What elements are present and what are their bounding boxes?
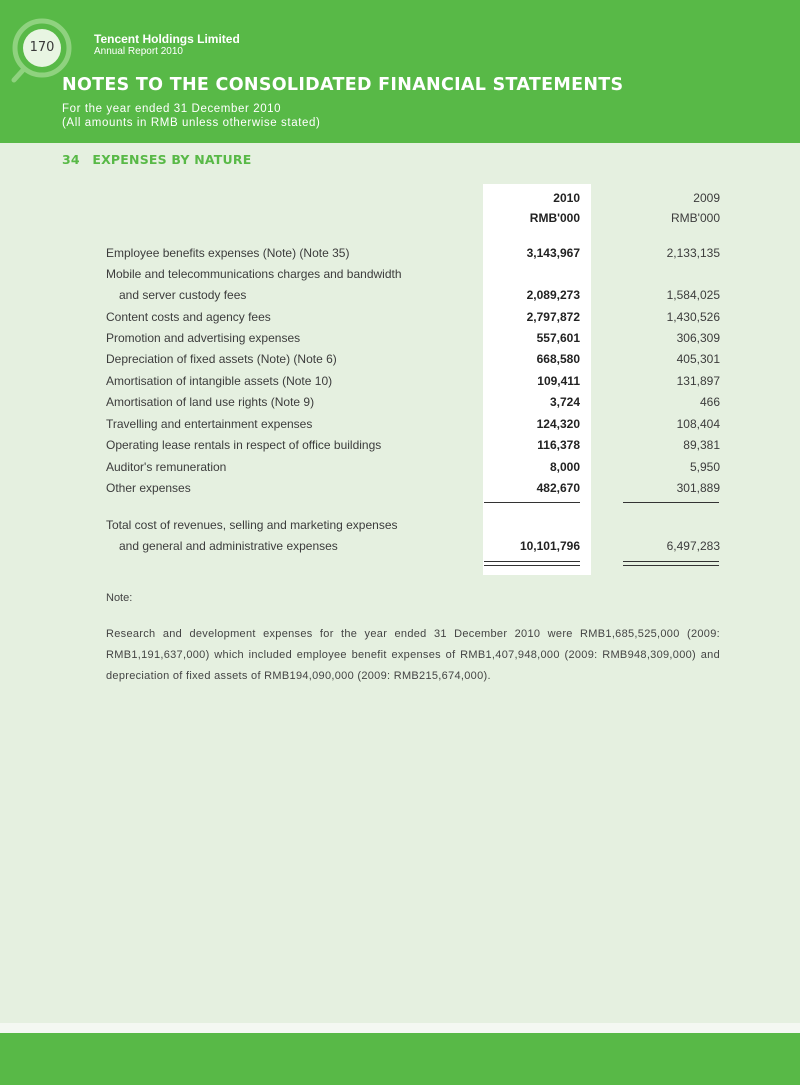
footer-band	[0, 1033, 800, 1085]
row-label: Depreciation of fixed assets (Note) (Note 6)	[106, 352, 337, 366]
unit-2010-header: RMB'000	[529, 211, 580, 225]
row-label: Amortisation of intangible assets (Note 10)	[106, 374, 333, 388]
note-title: Note:	[106, 592, 133, 604]
value-2009: 2,133,135	[666, 246, 720, 260]
row-label: Amortisation of land use rights (Note 9)	[106, 395, 315, 409]
total-row-line1	[106, 518, 720, 536]
table-row	[106, 395, 720, 413]
value-2010: 3,724	[549, 395, 580, 409]
total-value-2010: 10,101,796	[519, 539, 580, 553]
table-row	[106, 460, 720, 478]
subtotal-rule-2010	[484, 502, 580, 503]
value-2010: 668,580	[536, 352, 580, 366]
footer-light-band	[0, 1023, 800, 1033]
value-2010: 2,089,273	[526, 288, 580, 302]
table-row	[106, 267, 720, 285]
page-header	[0, 0, 800, 143]
year-2009-header: 2009	[693, 191, 720, 205]
row-label: Other expenses	[106, 481, 191, 495]
total-label-line2: and general and administrative expenses	[119, 539, 338, 553]
row-label: Travelling and entertainment expenses	[106, 417, 313, 431]
total-label-line1: Total cost of revenues, selling and marketing expenses	[106, 518, 398, 532]
subtitle-currency: (All amounts in RMB unless otherwise stated)	[62, 117, 321, 129]
unit-2009-header: RMB'000	[671, 211, 720, 225]
report-name: Annual Report 2010	[94, 46, 183, 57]
value-2010: 2,797,872	[526, 310, 580, 324]
total-double-rule-2009-top	[623, 561, 719, 562]
section-title: EXPENSES BY NATURE	[92, 152, 252, 167]
value-2009: 466	[699, 395, 720, 409]
section-heading	[62, 152, 251, 167]
year-2010-header: 2010	[553, 191, 580, 205]
table-row	[106, 246, 720, 264]
table-row	[106, 288, 720, 306]
section-number: 34	[62, 152, 80, 167]
total-double-rule-2010-top	[484, 561, 580, 562]
value-2009: 1,430,526	[666, 310, 720, 324]
subtotal-rule-2009	[623, 502, 719, 503]
table-row	[106, 352, 720, 370]
value-2009: 301,889	[676, 481, 720, 495]
row-label: Mobile and telecommunications charges and bandwidth	[106, 267, 402, 281]
company-name: Tencent Holdings Limited	[94, 32, 240, 46]
total-double-rule-2009-bottom	[623, 565, 719, 566]
total-row	[106, 539, 720, 557]
note-text: Research and development expenses for the year ended 31 December 2010 were RMB1,685,525,000 (2009: RMB1,191,637,000) which included employee benefit expenses of RMB1,407,948,000 (2009: RMB948,309,000) and depreciation of fixed assets of RMB194,090,000 (2009: RMB215,674,000).	[106, 628, 720, 682]
value-2010: 124,320	[536, 417, 580, 431]
value-2009: 108,404	[676, 417, 720, 431]
column-header-units	[106, 211, 720, 229]
column-header-years	[106, 191, 720, 209]
value-2009: 306,309	[676, 331, 720, 345]
value-2010: 109,411	[537, 374, 580, 388]
page-title: NOTES TO THE CONSOLIDATED FINANCIAL STATEMENTS	[62, 75, 624, 95]
row-label: Employee benefits expenses (Note) (Note 35)	[106, 246, 350, 260]
page-number: 170	[29, 40, 55, 55]
subtitle-period: For the year ended 31 December 2010	[62, 103, 282, 115]
table-row	[106, 331, 720, 349]
table-row	[106, 374, 720, 392]
value-2009: 89,381	[683, 438, 720, 452]
value-2010: 116,378	[537, 438, 580, 452]
table-row	[106, 310, 720, 328]
total-value-2009: 6,497,283	[666, 539, 720, 553]
row-label: and server custody fees	[119, 288, 247, 302]
row-label: Operating lease rentals in respect of office buildings	[106, 438, 382, 452]
value-2010: 557,601	[536, 331, 580, 345]
value-2010: 3,143,967	[526, 246, 580, 260]
row-label: Promotion and advertising expenses	[106, 331, 301, 345]
value-2009: 405,301	[676, 352, 720, 366]
value-2009: 1,584,025	[666, 288, 720, 302]
total-double-rule-2010-bottom	[484, 565, 580, 566]
value-2009: 5,950	[689, 460, 720, 474]
row-label: Auditor's remuneration	[106, 460, 227, 474]
table-row	[106, 481, 720, 499]
value-2009: 131,897	[676, 374, 720, 388]
value-2010: 482,670	[536, 481, 580, 495]
table-row	[106, 438, 720, 456]
row-label: Content costs and agency fees	[106, 310, 271, 324]
table-row	[106, 417, 720, 435]
value-2010: 8,000	[549, 460, 580, 474]
